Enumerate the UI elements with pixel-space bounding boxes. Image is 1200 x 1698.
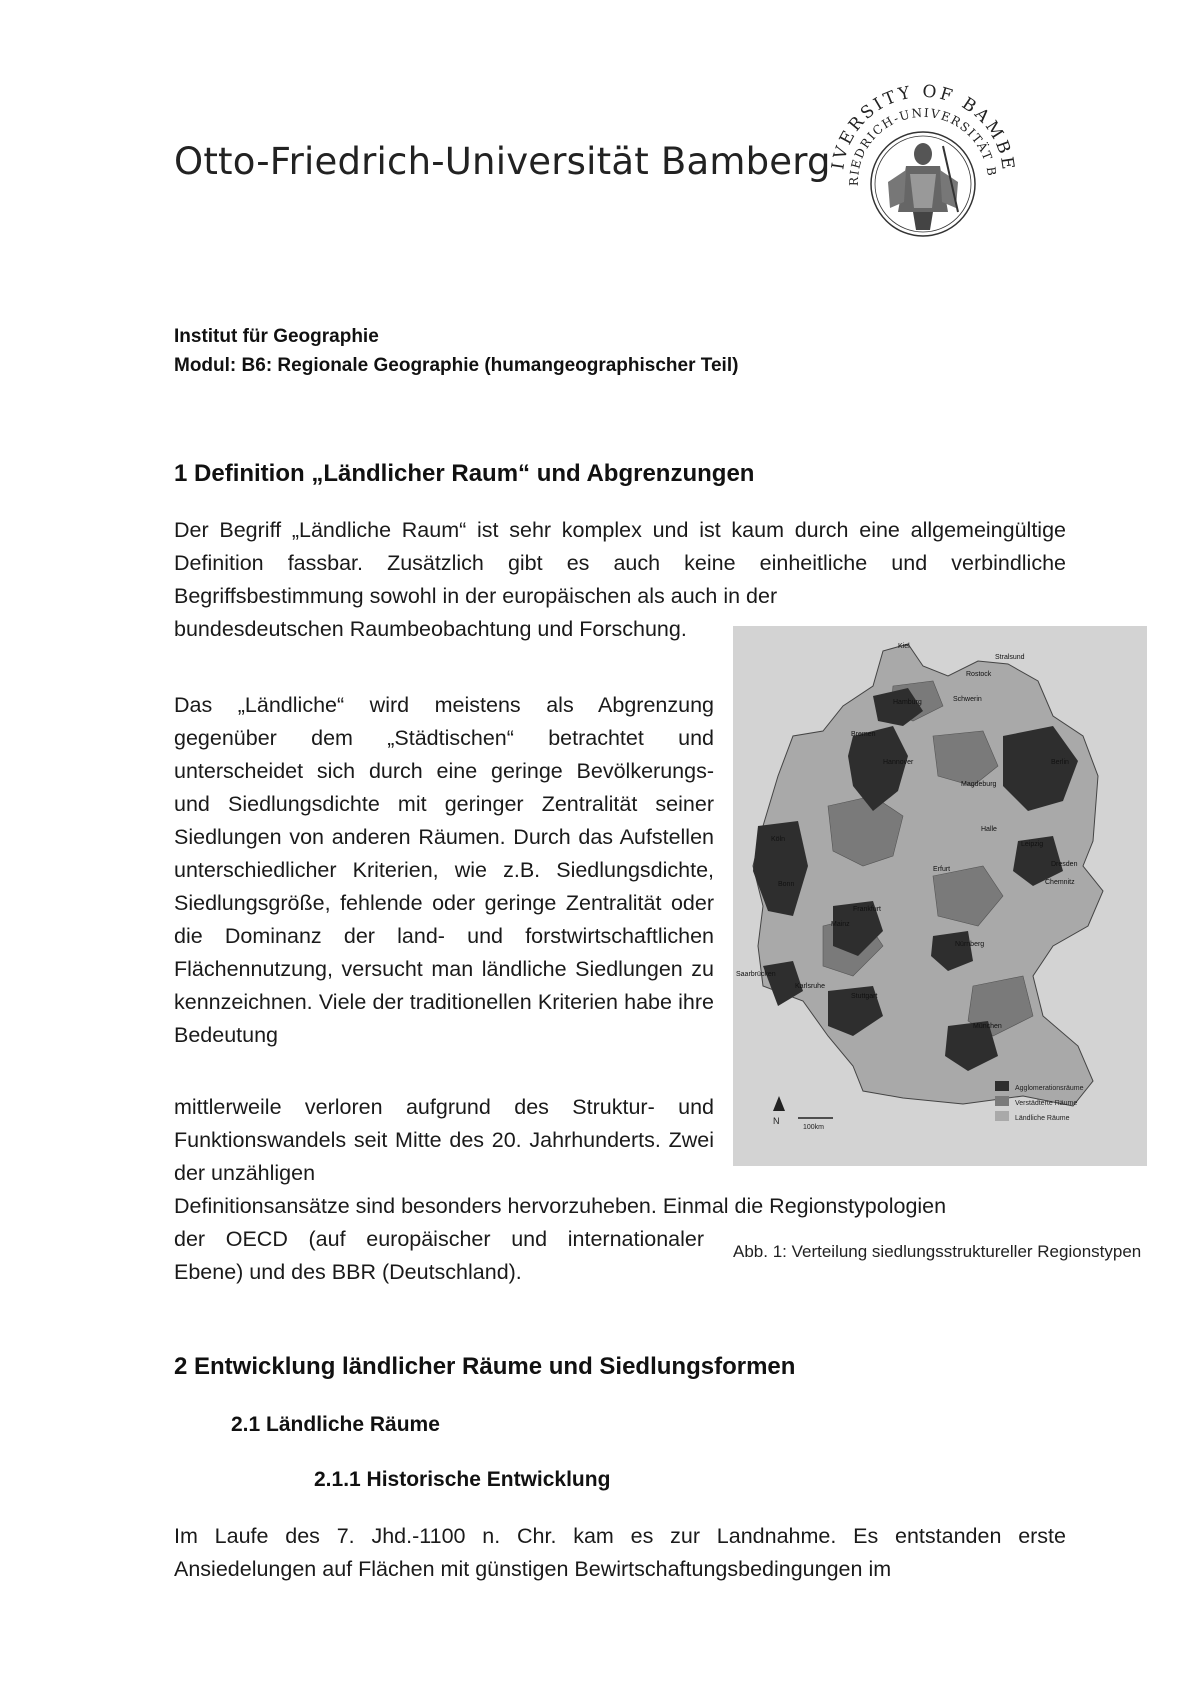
map-city-label: Saarbrücken (736, 971, 776, 978)
map-city-label: Stralsund (995, 654, 1025, 661)
map-city-label: Mainz (831, 921, 850, 928)
map-city-label: Bremen (851, 731, 876, 738)
map-city-label: Magdeburg (961, 781, 997, 788)
map-city-label: Halle (981, 826, 997, 833)
germany-region-type-map (733, 626, 1147, 1166)
section-1-paragraph-2: Das „Ländliche“ wird meistens als Abgrenzung gegenüber dem „Städtischen“ betrachtet und unterscheidet sich durch eine geringe Bevölkerungs- und Siedlungsdichte mit geringer Zentralität seiner Siedlungen von anderen Räumen. Durch das Aufstellen unterschiedlicher Kriterien, wie z.B. Siedlungsdichte, Siedlungsgröße, fehlende oder geringe Zentralität oder die Dominanz der land- und forstwirtschaftlichen Flächennutzung, versucht man ländliche Siedlungen zu kennzeichnen. Viele der traditionellen Kriterien habe ihre Bedeutung (174, 693, 714, 1047)
section-1-paragraph-3a: mittlerweile verloren aufgrund des Struktur- und Funktionswandels seit Mitte des 20. Jahrhunderts. Zwei der unzähligen (174, 1095, 714, 1185)
map-city-label: Köln (771, 836, 786, 843)
map-city-label: Hamburg (893, 699, 922, 706)
map-city-label: Erfurt (933, 866, 951, 873)
institute-label: Institut für Geographie (174, 326, 379, 347)
map-city-label: Bonn (778, 881, 795, 888)
map-city-label: Karlsruhe (795, 983, 825, 990)
figure-caption: Abb. 1: Verteilung siedlungsstruktureller Regionstypen (733, 1242, 1142, 1261)
subsubsection-2-1-1-heading: 2.1.1 Historische Entwicklung (314, 1468, 611, 1491)
map-city-label: Dresden (1051, 861, 1078, 868)
map-city-label: Schwerin (953, 696, 982, 703)
section-1-paragraph-3b: Definitionsansätze sind besonders hervorzuheben. Einmal die Regionstypologien (174, 1194, 947, 1218)
legend-urbanized: Verstädterte Räume (1015, 1100, 1078, 1107)
map-city-label: Chemnitz (1045, 879, 1075, 886)
legend-agglomeration: Agglomerationsräume (1015, 1085, 1084, 1092)
north-label: N (773, 1116, 780, 1126)
legend-rural: Ländliche Räume (1015, 1115, 1070, 1122)
map-city-label: München (973, 1023, 1002, 1030)
module-label: Modul: B6: Regionale Geographie (humangeographischer Teil) (174, 355, 739, 376)
course-meta (174, 322, 738, 380)
section-1-heading: 1 Definition „Ländlicher Raum“ und Abgrenzungen (174, 460, 755, 487)
map-city-label: Kiel (898, 643, 910, 650)
map-city-label: Hannover (883, 759, 914, 766)
university-seal-logo (818, 62, 1028, 282)
section-2-heading: 2 Entwicklung ländlicher Räume und Siedlungsformen (174, 1353, 796, 1380)
map-city-label: Stuttgart (851, 993, 878, 1000)
map-city-label: Nürnberg (955, 941, 985, 948)
subsection-2-1-heading: 2.1 Ländliche Räume (231, 1413, 440, 1436)
svg-text:UNIVERSITY OF BAMBERG: IVERSITY OF BAMBE (828, 81, 1019, 174)
university-name: Otto-Friedrich-Universität Bamberg (174, 140, 831, 183)
section-1-paragraph-1b: bundesdeutschen Raumbeobachtung und Forschung. (174, 617, 687, 641)
map-city-label: Leipzig (1021, 841, 1044, 848)
map-city-label: Rostock (966, 671, 992, 678)
section-2-paragraph-1: Im Laufe des 7. Jhd.-1100 n. Chr. kam es zur Landnahme. Es entstanden erste Ansiedelungen auf Flächen mit günstigen Bewirtschaftungsbedingungen im (174, 1524, 1066, 1581)
section-1-paragraph-1a: Der Begriff „Ländliche Raum“ ist sehr komplex und ist kaum durch eine allgemeingültige Definition fassbar. Zusätzlich gibt es auch keine einheitliche und verbindliche Begriffsbestimmung sowohl in der europäischen als auch in der (174, 518, 1066, 608)
map-city-label: Frankfurt (853, 906, 882, 913)
section-1-paragraph-3c: der OECD (auf europäischer und internationaler Ebene) und des BBR (Deutschland). (174, 1227, 704, 1284)
svg-text:OTTO-FRIEDRICH-UNIVERSITÄT BAM: RIEDRICH-UNIVERSITÄT B (846, 105, 999, 187)
map-city-label: Berlin (1051, 759, 1069, 766)
scale-label: 100km (803, 1124, 825, 1131)
